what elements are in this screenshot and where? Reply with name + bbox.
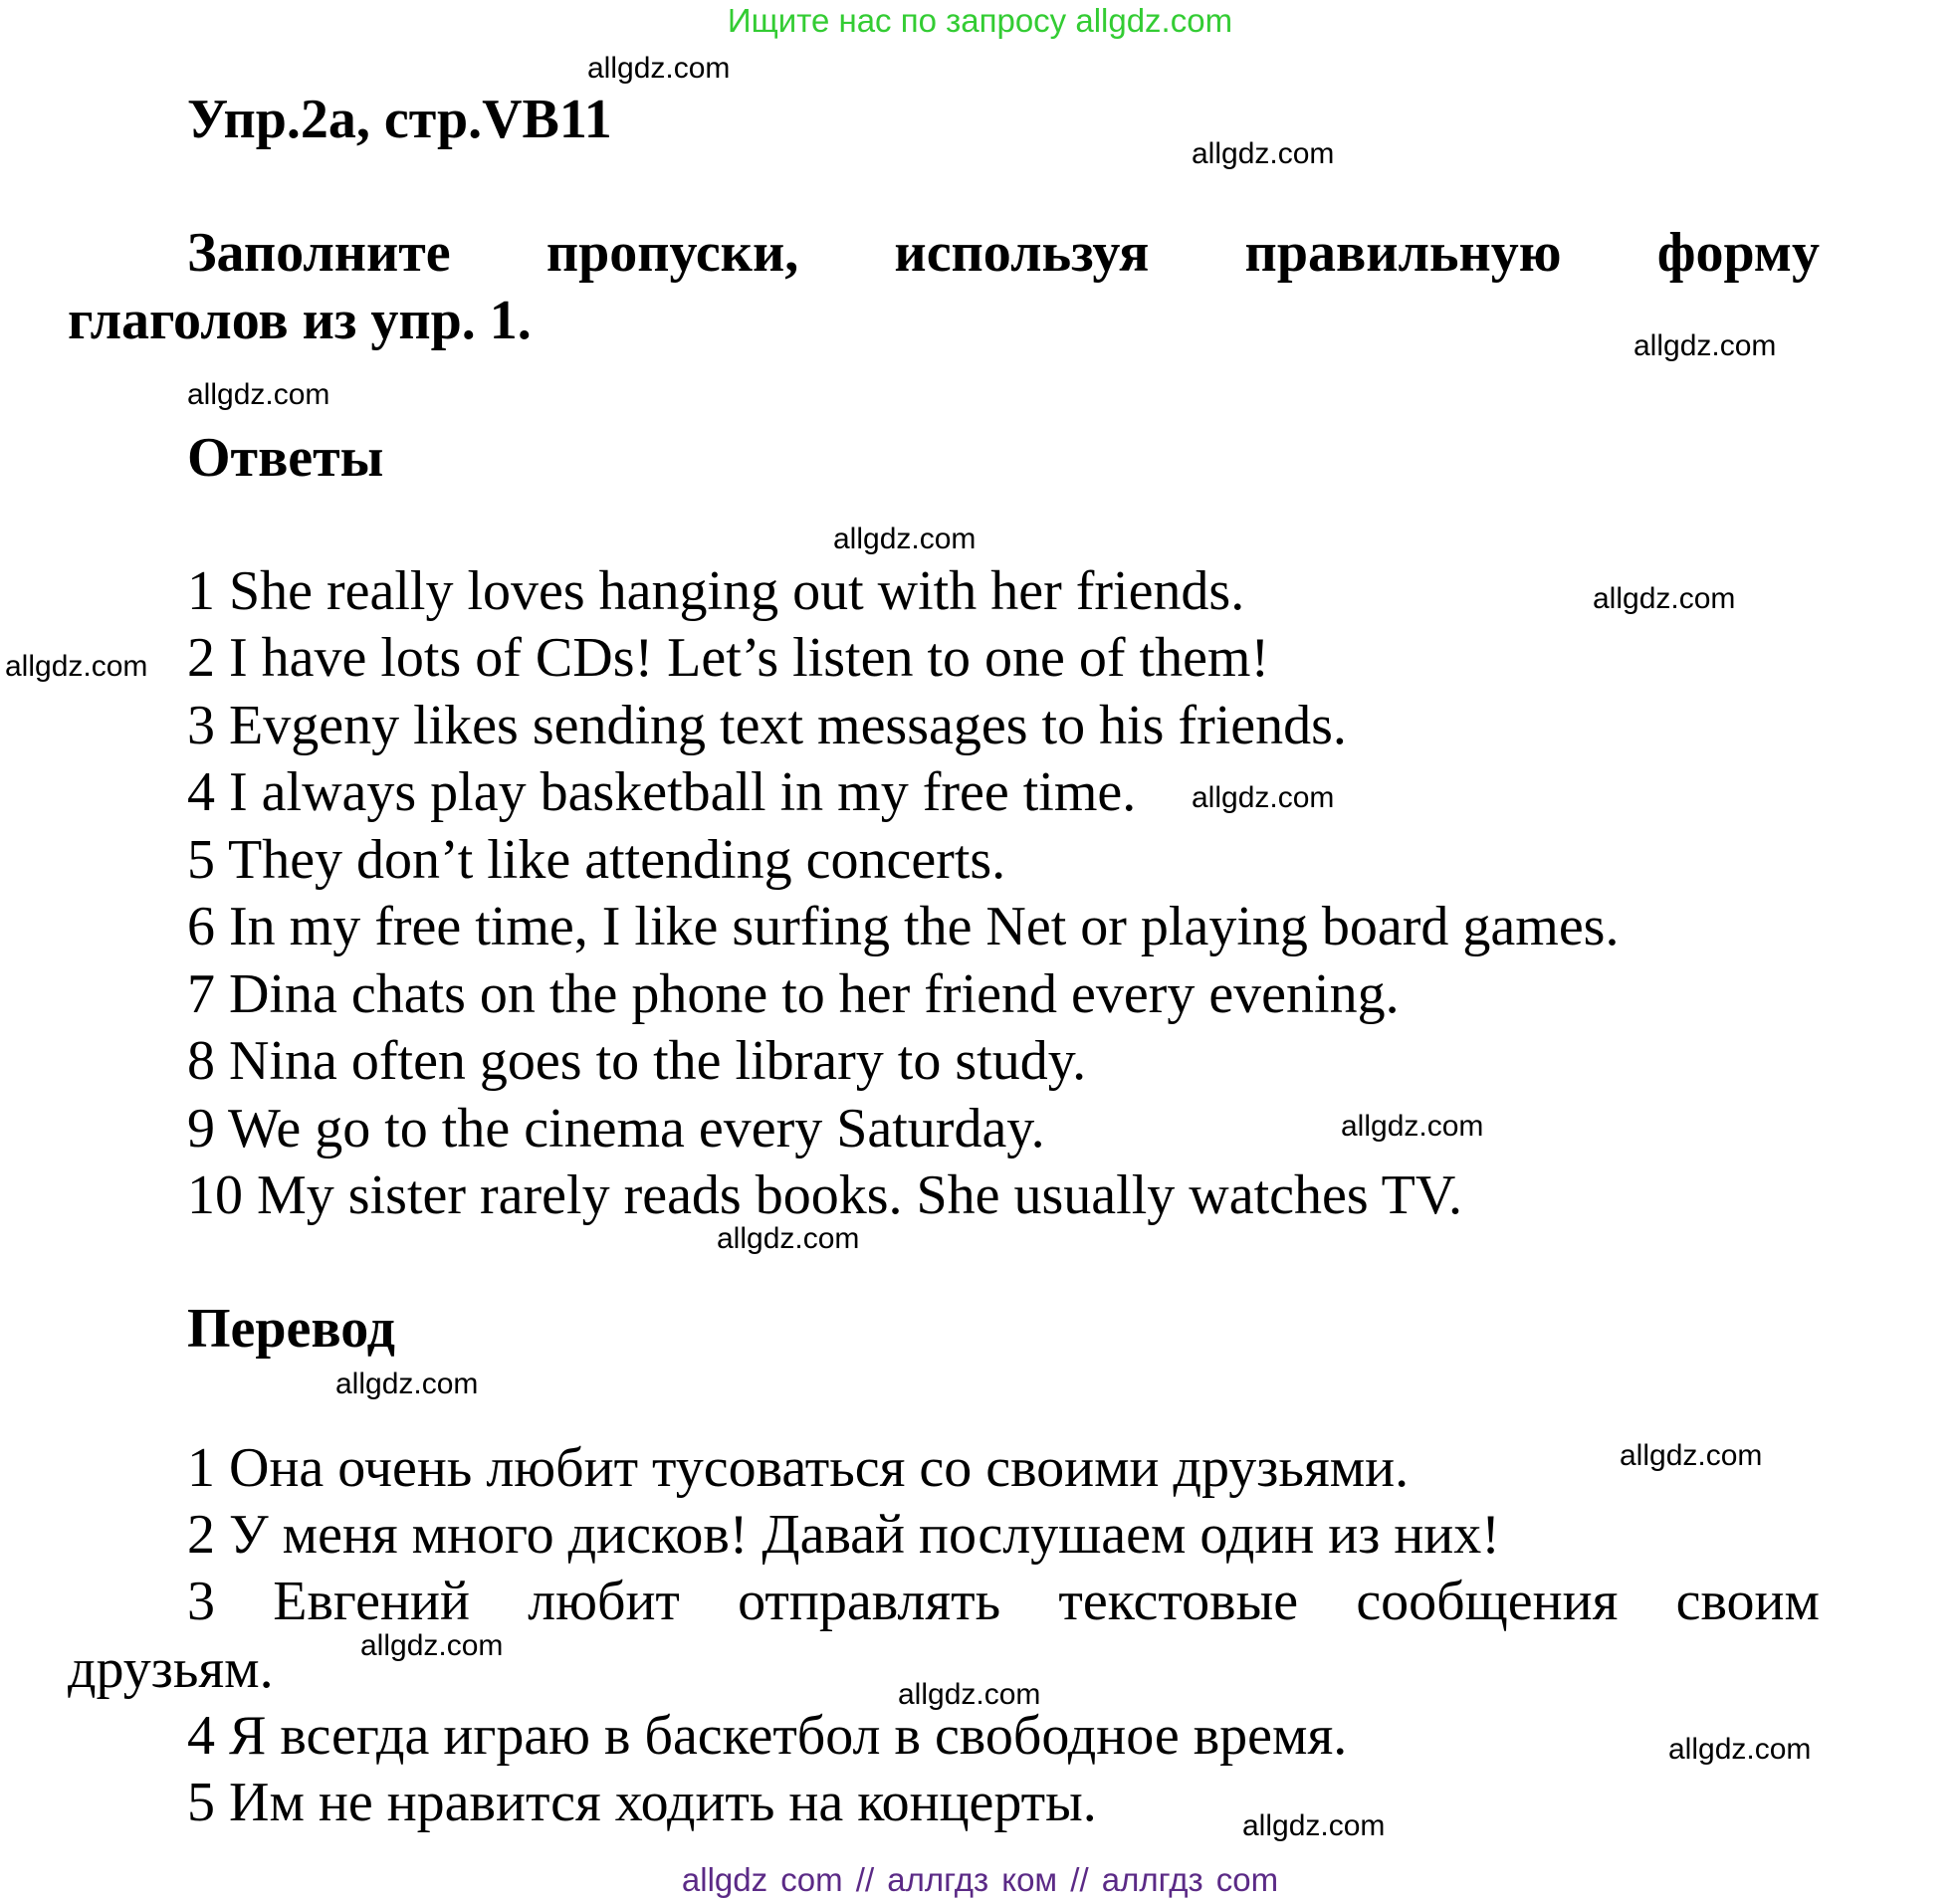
answer-line: 10 My sister rarely reads books. She usually watches TV.: [187, 1164, 1463, 1226]
answer-line: 7 Dina chats on the phone to her friend every evening.: [187, 963, 1400, 1025]
translation-word: 3: [187, 1571, 215, 1632]
answer-line: 3 Evgeny likes sending text messages to his friends.: [187, 695, 1347, 756]
watermark: allgdz.com: [187, 378, 330, 411]
translation-word: любит: [528, 1571, 680, 1632]
bottom-banner: allgdz com // аллгдз ком // аллгдз com: [681, 1861, 1279, 1898]
answer-line: 1 She really loves hanging out with her friends.: [187, 560, 1245, 622]
watermark: allgdz.com: [833, 523, 977, 555]
answers-heading: Ответы: [187, 427, 384, 489]
answer-line: 9 We go to the cinema every Saturday.: [187, 1098, 1045, 1160]
answer-line: 4 I always play basketball in my free time.: [187, 761, 1137, 823]
watermark: allgdz.com: [360, 1629, 504, 1662]
watermark: allgdz.com: [1668, 1733, 1812, 1766]
translation-line: 1 Она очень любит тусоваться со своими друзьями.: [187, 1437, 1410, 1499]
answer-line: 2 I have lots of CDs! Let’s listen to one of them!: [187, 627, 1270, 689]
watermark: allgdz.com: [1242, 1809, 1386, 1842]
translation-word: Евгений: [273, 1571, 470, 1632]
instruction-line-1: [187, 221, 1820, 285]
watermark: allgdz.com: [1633, 329, 1777, 362]
translation-word: своим: [1675, 1571, 1820, 1632]
watermark: allgdz.com: [1593, 582, 1736, 615]
translation-line-continuation: друзьям.: [68, 1638, 274, 1700]
answer-line: 5 They don’t like attending concerts.: [187, 829, 1006, 891]
watermark: allgdz.com: [1341, 1110, 1484, 1143]
top-banner: Ищите нас по запросу allgdz.com: [727, 2, 1233, 39]
watermark: allgdz.com: [898, 1678, 1041, 1711]
translation-word: текстовые: [1058, 1571, 1299, 1632]
translation-line: [187, 1570, 1820, 1633]
instruction-word: правильную: [1244, 222, 1562, 284]
watermark: allgdz.com: [1192, 137, 1335, 170]
translation-word: отправлять: [738, 1571, 1001, 1632]
instruction-word: пропуски,: [545, 222, 799, 284]
translation-word: сообщения: [1356, 1571, 1619, 1632]
translation-heading: Перевод: [187, 1298, 395, 1360]
answer-line: 8 Nina often goes to the library to study.: [187, 1030, 1087, 1092]
instruction-word: форму: [1656, 222, 1820, 284]
instruction-word: Заполните: [187, 222, 451, 284]
instruction-line-2: глаголов из упр. 1.: [68, 290, 532, 351]
instruction-word: используя: [894, 222, 1150, 284]
answer-line: 6 In my free time, I like surfing the Net or playing board games.: [187, 896, 1620, 957]
watermark: allgdz.com: [717, 1222, 860, 1255]
watermark: allgdz.com: [1192, 781, 1335, 814]
watermark: allgdz.com: [1620, 1439, 1763, 1472]
watermark: allgdz.com: [587, 52, 731, 85]
translation-line: 2 У меня много дисков! Давай послушаем один из них!: [187, 1504, 1500, 1566]
translation-line: 4 Я всегда играю в баскетбол в свободное время.: [187, 1705, 1348, 1767]
translation-line: 5 Им не нравится ходить на концерты.: [187, 1772, 1097, 1833]
watermark: allgdz.com: [5, 650, 148, 683]
exercise-title: Упр.2a, стр.VB11: [187, 89, 612, 150]
watermark: allgdz.com: [335, 1368, 479, 1400]
